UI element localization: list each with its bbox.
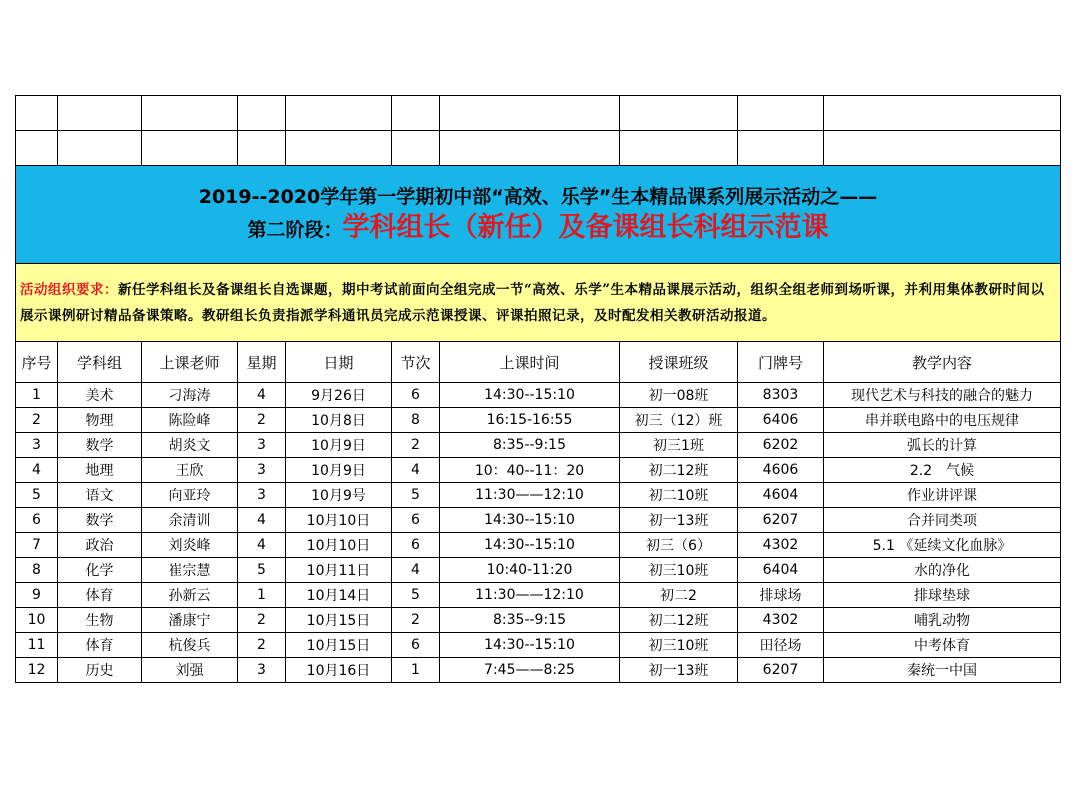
- header-date[interactable]: 日期: [286, 342, 392, 383]
- cell-index[interactable]: 10: [16, 608, 58, 633]
- cell-class-time[interactable]: 14:30--15:10: [440, 633, 620, 658]
- cell-room[interactable]: 6207: [738, 508, 824, 533]
- cell-subject-group[interactable]: 美术: [58, 383, 142, 408]
- title-line-1: 2019--2020学年第一学期初中部“高效、乐学”生本精品课系列展示活动之——: [198, 185, 878, 208]
- cell-room[interactable]: 4604: [738, 483, 824, 508]
- cell-date[interactable]: 9月26日: [286, 383, 392, 408]
- cell-room[interactable]: 排球场: [738, 583, 824, 608]
- cell-room[interactable]: 4302: [738, 608, 824, 633]
- cell-class[interactable]: 初三1班: [620, 433, 738, 458]
- cell-class[interactable]: 初二12班: [620, 458, 738, 483]
- cell-teacher[interactable]: 孙新云: [142, 583, 238, 608]
- title-stage-label: 第二阶段：: [247, 218, 343, 241]
- cell-class[interactable]: 初二2: [620, 583, 738, 608]
- cell-period[interactable]: 2: [392, 433, 440, 458]
- cell-class[interactable]: 初三（6）: [620, 533, 738, 558]
- cell-class-time[interactable]: 14:30--15:10: [440, 533, 620, 558]
- empty-cell[interactable]: [824, 96, 1061, 131]
- cell-subject-group[interactable]: 政治: [58, 533, 142, 558]
- table-row: [16, 458, 1061, 483]
- cell-date[interactable]: 10月10日: [286, 533, 392, 558]
- header-room[interactable]: 门牌号: [738, 342, 824, 383]
- table-row: [16, 658, 1061, 683]
- cell-date[interactable]: 10月10日: [286, 508, 392, 533]
- empty-cell[interactable]: [286, 96, 392, 131]
- cell-period[interactable]: 6: [392, 508, 440, 533]
- cell-date[interactable]: 10月8日: [286, 408, 392, 433]
- cell-class-time[interactable]: 10:40-11:20: [440, 558, 620, 583]
- cell-subject-group[interactable]: 生物: [58, 608, 142, 633]
- empty-cell[interactable]: [16, 131, 58, 166]
- empty-row: [16, 131, 1061, 166]
- cell-teacher[interactable]: 刘强: [142, 658, 238, 683]
- cell-date[interactable]: 10月9日: [286, 458, 392, 483]
- cell-room[interactable]: 田径场: [738, 633, 824, 658]
- cell-teacher[interactable]: 杭俊兵: [142, 633, 238, 658]
- cell-index[interactable]: 9: [16, 583, 58, 608]
- cell-class-time[interactable]: 8:35--9:15: [440, 433, 620, 458]
- cell-teacher[interactable]: 陈险峰: [142, 408, 238, 433]
- empty-cell[interactable]: [238, 131, 286, 166]
- cell-date[interactable]: 10月15日: [286, 633, 392, 658]
- cell-date[interactable]: 10月15日: [286, 608, 392, 633]
- empty-cell[interactable]: [16, 96, 58, 131]
- cell-period[interactable]: 6: [392, 633, 440, 658]
- requirement-label: 活动组织要求：: [20, 281, 118, 298]
- cell-teacher[interactable]: 胡炎文: [142, 433, 238, 458]
- header-weekday[interactable]: 星期: [238, 342, 286, 383]
- cell-weekday[interactable]: 3: [238, 483, 286, 508]
- cell-weekday[interactable]: 4: [238, 383, 286, 408]
- empty-cell[interactable]: [620, 96, 738, 131]
- cell-subject-group[interactable]: 语文: [58, 483, 142, 508]
- cell-room[interactable]: 4606: [738, 458, 824, 483]
- cell-index[interactable]: 8: [16, 558, 58, 583]
- cell-class[interactable]: 初一13班: [620, 658, 738, 683]
- cell-subject-group[interactable]: 历史: [58, 658, 142, 683]
- header-period[interactable]: 节次: [392, 342, 440, 383]
- cell-teacher[interactable]: 向亚玲: [142, 483, 238, 508]
- cell-index[interactable]: 12: [16, 658, 58, 683]
- cell-content[interactable]: 串并联电路中的电压规律: [824, 408, 1061, 433]
- table-row: [16, 533, 1061, 558]
- cell-content[interactable]: 弧长的计算: [824, 433, 1061, 458]
- header-subject-group[interactable]: 学科组: [58, 342, 142, 383]
- cell-room[interactable]: 6207: [738, 658, 824, 683]
- empty-cell[interactable]: [142, 96, 238, 131]
- cell-weekday[interactable]: 1: [238, 583, 286, 608]
- cell-teacher[interactable]: 王欣: [142, 458, 238, 483]
- cell-date[interactable]: 10月14日: [286, 583, 392, 608]
- cell-room[interactable]: 6404: [738, 558, 824, 583]
- cell-class[interactable]: 初二10班: [620, 483, 738, 508]
- cell-index[interactable]: 3: [16, 433, 58, 458]
- header-teacher[interactable]: 上课老师: [142, 342, 238, 383]
- cell-weekday[interactable]: 3: [238, 658, 286, 683]
- cell-class-time[interactable]: 10：40--11：20: [440, 458, 620, 483]
- cell-period[interactable]: 4: [392, 458, 440, 483]
- cell-weekday[interactable]: 2: [238, 408, 286, 433]
- cell-period[interactable]: 6: [392, 383, 440, 408]
- empty-cell[interactable]: [738, 96, 824, 131]
- cell-room[interactable]: 6202: [738, 433, 824, 458]
- requirement-text-block: [16, 277, 1060, 329]
- cell-subject-group[interactable]: 化学: [58, 558, 142, 583]
- cell-subject-group[interactable]: 体育: [58, 583, 142, 608]
- cell-teacher[interactable]: 潘康宁: [142, 608, 238, 633]
- cell-weekday[interactable]: 2: [238, 633, 286, 658]
- cell-class[interactable]: 初三10班: [620, 633, 738, 658]
- cell-period[interactable]: 1: [392, 658, 440, 683]
- header-class-time[interactable]: 上课时间: [440, 342, 620, 383]
- cell-content[interactable]: 中考体育: [824, 633, 1061, 658]
- table-row: [16, 483, 1061, 508]
- header-row: [16, 342, 1061, 383]
- cell-period[interactable]: 5: [392, 483, 440, 508]
- cell-content[interactable]: 排球垫球: [824, 583, 1061, 608]
- cell-class-time[interactable]: 14:30--15:10: [440, 508, 620, 533]
- title-highlight: 学科组长（新任）及备课组长科组示范课: [342, 211, 829, 243]
- empty-cell[interactable]: [58, 131, 142, 166]
- table-row: [16, 408, 1061, 433]
- cell-content[interactable]: 2.2 气候: [824, 458, 1061, 483]
- cell-content[interactable]: 5.1 《延续文化血脉》: [824, 533, 1061, 558]
- cell-class-time[interactable]: 7:45——8:25: [440, 658, 620, 683]
- empty-cell[interactable]: [286, 131, 392, 166]
- cell-weekday[interactable]: 3: [238, 433, 286, 458]
- cell-class-time[interactable]: 11:30——12:10: [440, 483, 620, 508]
- header-content[interactable]: 教学内容: [824, 342, 1061, 383]
- cell-teacher[interactable]: 余清训: [142, 508, 238, 533]
- requirement-row: [16, 264, 1061, 342]
- header-class[interactable]: 授课班级: [620, 342, 738, 383]
- cell-index[interactable]: 11: [16, 633, 58, 658]
- empty-cell[interactable]: [738, 131, 824, 166]
- cell-teacher[interactable]: 崔宗慧: [142, 558, 238, 583]
- cell-subject-group[interactable]: 体育: [58, 633, 142, 658]
- cell-class[interactable]: 初二12班: [620, 608, 738, 633]
- cell-date[interactable]: 10月11日: [286, 558, 392, 583]
- cell-class-time[interactable]: 8:35--9:15: [440, 608, 620, 633]
- empty-row: [16, 96, 1061, 131]
- cell-teacher[interactable]: 刘炎峰: [142, 533, 238, 558]
- cell-room[interactable]: 6406: [738, 408, 824, 433]
- cell-index[interactable]: 5: [16, 483, 58, 508]
- empty-cell[interactable]: [440, 131, 620, 166]
- cell-content[interactable]: 合并同类项: [824, 508, 1061, 533]
- cell-date[interactable]: 10月16日: [286, 658, 392, 683]
- table-row: [16, 633, 1061, 658]
- cell-weekday[interactable]: 4: [238, 508, 286, 533]
- empty-cell[interactable]: [824, 131, 1061, 166]
- cell-date[interactable]: 10月9日: [286, 433, 392, 458]
- requirement-cell[interactable]: [16, 264, 1061, 342]
- cell-subject-group[interactable]: 地理: [58, 458, 142, 483]
- table-row: [16, 508, 1061, 533]
- empty-cell[interactable]: [440, 96, 620, 131]
- cell-subject-group[interactable]: 数学: [58, 508, 142, 533]
- spreadsheet: [15, 95, 1060, 683]
- cell-content[interactable]: 现代艺术与科技的融合的魅力: [824, 383, 1061, 408]
- title-row: [16, 166, 1061, 264]
- cell-class-time[interactable]: 11:30——12:10: [440, 583, 620, 608]
- table-row: [16, 558, 1061, 583]
- cell-weekday[interactable]: 2: [238, 608, 286, 633]
- cell-index[interactable]: 6: [16, 508, 58, 533]
- cell-period[interactable]: 6: [392, 533, 440, 558]
- cell-content[interactable]: 哺乳动物: [824, 608, 1061, 633]
- table-row: [16, 383, 1061, 408]
- cell-class-time[interactable]: 14:30--15:10: [440, 383, 620, 408]
- cell-period[interactable]: 2: [392, 608, 440, 633]
- title-cell[interactable]: [16, 166, 1061, 264]
- cell-period[interactable]: 8: [392, 408, 440, 433]
- cell-index[interactable]: 1: [16, 383, 58, 408]
- cell-weekday[interactable]: 3: [238, 458, 286, 483]
- cell-class-time[interactable]: 16:15-16:55: [440, 408, 620, 433]
- requirement-text: 新任学科组长及备课组长自选课题，期中考试前面向全组完成一节“高效、乐学”生本精品课展示活动，组织全组老师到场听课，并利用集体教研时间以展示课例研讨精品备课策略。教研组长负责指派学科通讯员完成示范课授课、评课拍照记录，及时配发相关教研活动报道。: [20, 281, 1045, 324]
- cell-class[interactable]: 初三（12）班: [620, 408, 738, 433]
- schedule-table: [15, 95, 1061, 683]
- empty-cell[interactable]: [142, 131, 238, 166]
- empty-cell[interactable]: [58, 96, 142, 131]
- cell-weekday[interactable]: 5: [238, 558, 286, 583]
- cell-room[interactable]: 8303: [738, 383, 824, 408]
- empty-cell[interactable]: [238, 96, 286, 131]
- cell-weekday[interactable]: 4: [238, 533, 286, 558]
- title-line-2: [16, 211, 1060, 247]
- cell-index[interactable]: 4: [16, 458, 58, 483]
- cell-class[interactable]: 初一13班: [620, 508, 738, 533]
- empty-cell[interactable]: [392, 96, 440, 131]
- table-row: [16, 608, 1061, 633]
- cell-index[interactable]: 7: [16, 533, 58, 558]
- empty-cell[interactable]: [620, 131, 738, 166]
- cell-class[interactable]: 初三10班: [620, 558, 738, 583]
- empty-cell[interactable]: [392, 131, 440, 166]
- header-index[interactable]: 序号: [16, 342, 58, 383]
- table-row: [16, 583, 1061, 608]
- cell-index[interactable]: 2: [16, 408, 58, 433]
- cell-subject-group[interactable]: 物理: [58, 408, 142, 433]
- table-row: [16, 433, 1061, 458]
- cell-date[interactable]: 10月9号: [286, 483, 392, 508]
- cell-content[interactable]: 作业讲评课: [824, 483, 1061, 508]
- cell-period[interactable]: 5: [392, 583, 440, 608]
- cell-class[interactable]: 初一08班: [620, 383, 738, 408]
- cell-subject-group[interactable]: 数学: [58, 433, 142, 458]
- cell-teacher[interactable]: 刁海涛: [142, 383, 238, 408]
- cell-period[interactable]: 4: [392, 558, 440, 583]
- cell-content[interactable]: 秦统一中国: [824, 658, 1061, 683]
- cell-content[interactable]: 水的净化: [824, 558, 1061, 583]
- cell-room[interactable]: 4302: [738, 533, 824, 558]
